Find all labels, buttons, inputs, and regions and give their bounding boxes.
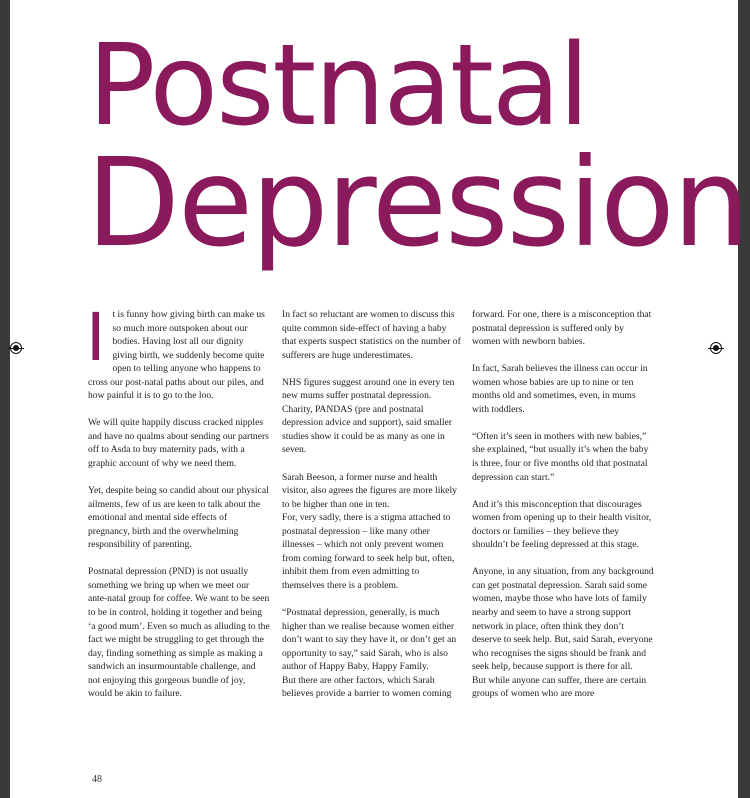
paragraph: In fact, Sarah believes the illness can occur in women whose babies are up to nine or ten months old and sometimes, even, in mums with toddlers. (472, 363, 648, 415)
paragraph: forward. For one, there is a misconception that postnatal depression is suffered only by women with newborn babies. (472, 309, 652, 348)
article-column-2 (282, 308, 462, 714)
paragraph: NHS figures suggest around one in every ten new mums suffer postnatal depression. Charity, PANDAS (pre and postnatal depression advice and support), said smaller studies show it could be as many as one in seven. (282, 376, 455, 456)
paragraph: “Often it’s seen in mothers with new babies,” she explained, “but usually it’s when the baby is three, four or five months old that postnatal depression can start.” (472, 430, 649, 483)
paragraph (86, 299, 270, 403)
drop-cap: I (86, 299, 106, 376)
article-column-3 (472, 308, 654, 714)
paragraph: Yet, despite being so candid about our physical ailments, few of us are keen to talk about the emotional and mental side effects of pregnancy, birth and the overwhelming responsibility of parenting. (88, 485, 269, 551)
registration-mark-icon (10, 342, 22, 354)
paragraph: In fact so reluctant are women to discuss this quite common side-effect of having a baby that experts suspect statistics on the number of sufferers are huge underestimates. (282, 309, 461, 361)
article-column-1 (86, 299, 270, 714)
paragraph: But there are other factors, which Sarah believes provide a barrier to women coming (282, 674, 452, 700)
paragraph: Anyone, in any situation, from any background can get postnatal depression. Sarah said some women, maybe those who have lots of family nearby and seem to have a strong support network in place, often think they don’t deserve to seek help. But, said Sarah, everyone who recognises the signs should be frank and seek help, because support is there for all. (472, 566, 654, 673)
paragraph: “Postnatal depression, generally, is much higher than we realise because women either don’t want to say they have it, or don’t get an opportunity to say,” said Sarah, who is also author of Happy Baby, Happy Family. (282, 607, 457, 673)
page-number: 48 (92, 774, 102, 785)
magazine-page (10, 0, 748, 798)
title-line-1: Postnatal (88, 21, 588, 151)
paragraph: Postnatal depression (PND) is not usually something we bring up when we meet our ante-natal group for coffee. We want to be seen to be in control, holding it together and being ‘a good mum’. Even so much as alluding to the fact we might be struggling to get through the day, finding something as simple as making a sandwich an insurmountable challenge, and not enjoying this gorgeous bundle of joy, would be akin to failure. (88, 566, 270, 700)
paragraph: For, very sadly, there is a stigma attached to postnatal depression – like many other illnesses – which not only prevent women from coming forward to seek help but, often, inhibit them from even admitting to themselves there is a problem. (282, 512, 455, 591)
paragraph: But while anyone can suffer, there are certain groups of women who are more (472, 674, 647, 700)
title-line-2: Depression (86, 132, 748, 274)
paragraph: Sarah Beeson, a former nurse and health visitor, also agrees the figures are more likely to be higher than one in ten. (282, 471, 457, 510)
paragraph-text: t is funny how giving birth can make us so much more outspoken about our bodies. Having lost all our dignity giving birth, we suddenly become quite open to telling anyone who happens to cross our post-natal paths about our piles, and how painful it is to go to the loo. (88, 309, 265, 402)
registration-mark-icon (710, 342, 722, 354)
paragraph: We will quite happily discuss cracked nipples and have no qualms about sending our partners off to Asda to buy maternity pads, with a graphic account of why we need them. (88, 417, 269, 470)
paragraph: And it’s this misconception that discourages women from opening up to their health visitor, doctors or families – they believe they shouldn’t be feeling depressed at this stage. (472, 498, 652, 551)
